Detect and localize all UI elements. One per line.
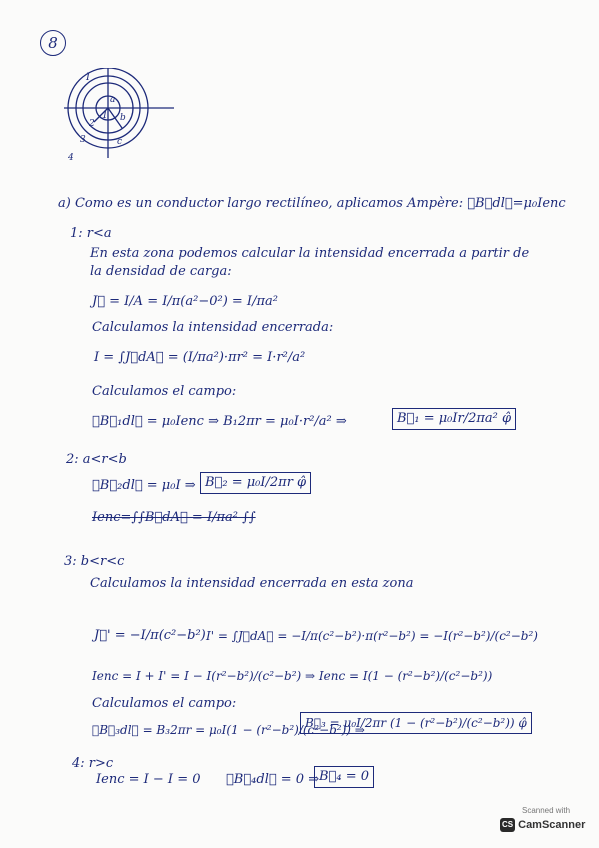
section-2-result: B⃗₂ = μ₀I/2πr φ̂ — [200, 472, 311, 494]
label-b: b — [120, 113, 126, 123]
label-r4: 4 — [68, 153, 74, 163]
label-a: a — [110, 95, 116, 105]
label-r2: 2 — [89, 119, 95, 129]
section-3-text1: Calculamos la intensidad encerrada en esta zona — [90, 576, 414, 591]
section-4-field-eq: ∮B⃗₄dl⃗ = 0 ⇒ — [226, 772, 320, 787]
section-2-crossed-out: Ienc=∫∫B⃗dA⃗ = I/πa² ∫∫ — [92, 510, 256, 525]
section-4-header: 4: r>c — [72, 756, 114, 771]
section-1-enclosed-current: I = ∫J⃗dA⃗ = (I/πa²)·πr² = I·r²/a² — [94, 350, 306, 365]
camscanner-watermark — [500, 806, 592, 842]
section-1-header: 1: r<a — [70, 226, 112, 241]
camscanner-logo-icon: CS — [500, 818, 515, 832]
section-3-field-eq: ∮B⃗₃dl⃗ = B₃2πr = μ₀I(1 − (r²−b²)/(c²−b²)) ⇒ — [92, 723, 365, 737]
section-2-field-eq: ∮B⃗₂dl⃗ = μ₀I ⇒ — [92, 478, 196, 493]
section-3-current-density: J⃗' = −I/π(c²−b²) — [94, 628, 206, 643]
label-c: c — [117, 137, 123, 147]
section-1-field-eq: ∮B⃗₁dl⃗ = μ₀Ienc ⇒ B₁2πr = μ₀I·r²/a² ⇒ — [92, 414, 347, 429]
intro-text: a) Como es un conductor largo rectilíneo, aplicamos Ampère: ∮B⃗dl⃗=μ₀Ienc — [58, 196, 566, 211]
section-2-header: 2: a<r<b — [66, 452, 127, 467]
section-3-text2: Calculamos el campo: — [92, 696, 237, 711]
section-3-enclosed-current: I' = ∫J⃗dA⃗ = −I/π(c²−b²)·π(r²−b²) = −I(r²−b²)/(c²−b²) — [206, 629, 538, 643]
section-3-total-current: Ienc = I + I' = I − I(r²−b²)/(c²−b²) ⇒ Ienc = I(1 − (r²−b²)/(c²−b²)) — [92, 669, 493, 683]
section-1-current-density: J⃗ = I/A = I/π(a²−0²) = I/πa² — [92, 294, 278, 309]
section-1-text2: la densidad de carga: — [90, 264, 232, 279]
coaxial-cable-diagram — [64, 68, 174, 178]
section-1-text3: Calculamos la intensidad encerrada: — [92, 320, 334, 335]
label-r1: 1 — [102, 111, 108, 121]
section-1-text4: Calculamos el campo: — [92, 384, 237, 399]
section-1-result: B⃗₁ = μ₀Ir/2πa² φ̂ — [392, 408, 516, 430]
label-I: I — [86, 72, 90, 83]
section-3-header: 3: b<r<c — [64, 554, 125, 569]
camscanner-name: CamScanner — [518, 819, 586, 831]
problem-number: 8 — [40, 30, 66, 56]
label-r3: 3 — [80, 135, 86, 145]
section-4-enclosed-current: Ienc = I − I = 0 — [96, 772, 201, 787]
section-3-result: B⃗₃ = μ₀I/2πr (1 − (r²−b²)/(c²−b²)) φ̂ — [300, 712, 532, 734]
section-4-result: B⃗₄ = 0 — [314, 766, 374, 788]
scanned-with-text: Scanned with — [521, 806, 571, 815]
section-1-text1: En esta zona podemos calcular la intensidad encerrada a partir de — [90, 246, 530, 261]
